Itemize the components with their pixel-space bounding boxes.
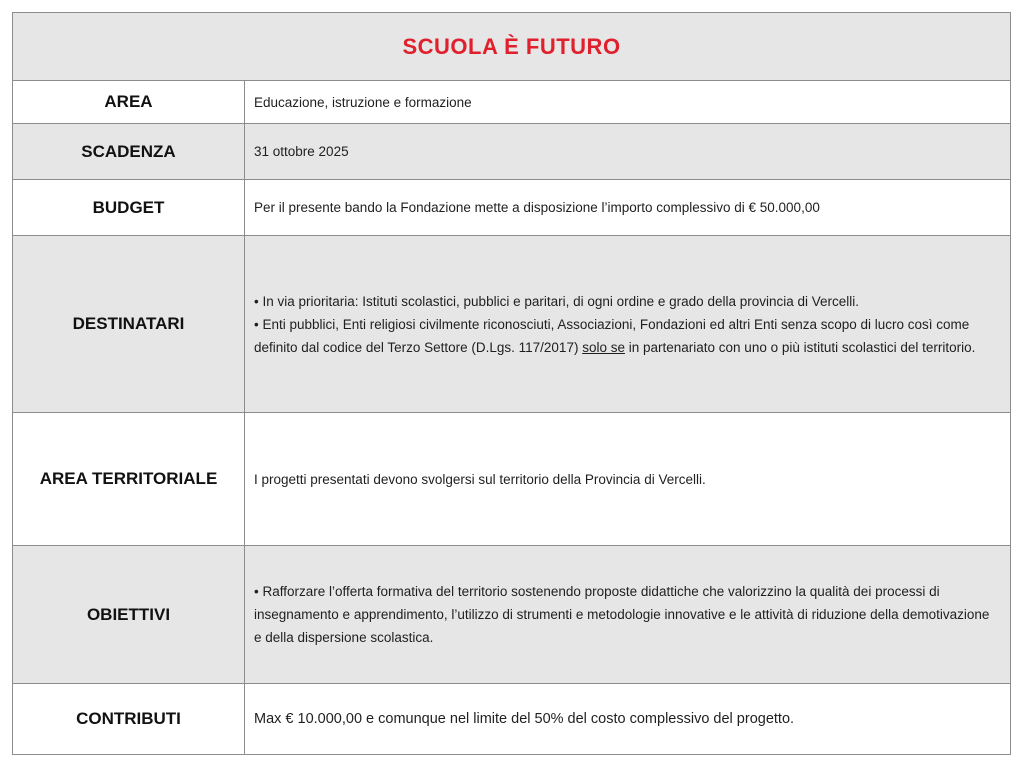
value-area: Educazione, istruzione e formazione bbox=[245, 81, 1010, 124]
value-area-territoriale: I progetti presentati devono svolgersi sul territorio della Provincia di Vercelli. bbox=[245, 413, 1010, 546]
destinatari-bullet-2 bbox=[254, 313, 996, 359]
value-budget: Per il presente bando la Fondazione mette a disposizione l’importo complessivo di € 50.000,00 bbox=[245, 180, 1010, 236]
label-destinatari: DESTINATARI bbox=[13, 236, 245, 413]
label-budget: BUDGET bbox=[13, 180, 245, 236]
table-title: SCUOLA È FUTURO bbox=[13, 13, 1010, 81]
destinatari-bullet-1: • In via prioritaria: Istituti scolastici, pubblici e paritari, di ogni ordine e grado della provincia di Vercelli. bbox=[254, 293, 860, 309]
label-obiettivi: OBIETTIVI bbox=[13, 546, 245, 684]
value-scadenza: 31 ottobre 2025 bbox=[245, 124, 1010, 180]
value-contributi: Max € 10.000,00 e comunque nel limite del 50% del costo complessivo del progetto. bbox=[245, 684, 1010, 754]
destinatari-underlined-text: solo se bbox=[582, 339, 625, 355]
label-contributi: CONTRIBUTI bbox=[13, 684, 245, 754]
label-area: AREA bbox=[13, 81, 245, 124]
value-obiettivi: • Rafforzare l’offerta formativa del territorio sostenendo proposte didattiche che valorizzino la qualità dei processi di insegnamento e apprendimento, l’utilizzo di strumenti e metodologie innovative e le attività di riduzione della demotivazione e della dispersione scolastica. bbox=[245, 546, 1010, 684]
info-table bbox=[12, 12, 1011, 755]
label-scadenza: SCADENZA bbox=[13, 124, 245, 180]
value-destinatari bbox=[245, 236, 1010, 413]
label-area-territoriale: AREA TERRITORIALE bbox=[13, 413, 245, 546]
destinatari-bullet-2-text-b: in partenariato con uno o più istituti scolastici del territorio. bbox=[624, 339, 976, 355]
destinatari-bullet-2-text-a: • Enti pubblici, Enti religiosi civilmente riconosciuti, Associazioni, Fondazioni ed altri Enti senza scopo di lucro così come definito dal codice del Terzo Settore (D.Lgs. 117/2017) bbox=[254, 316, 970, 355]
